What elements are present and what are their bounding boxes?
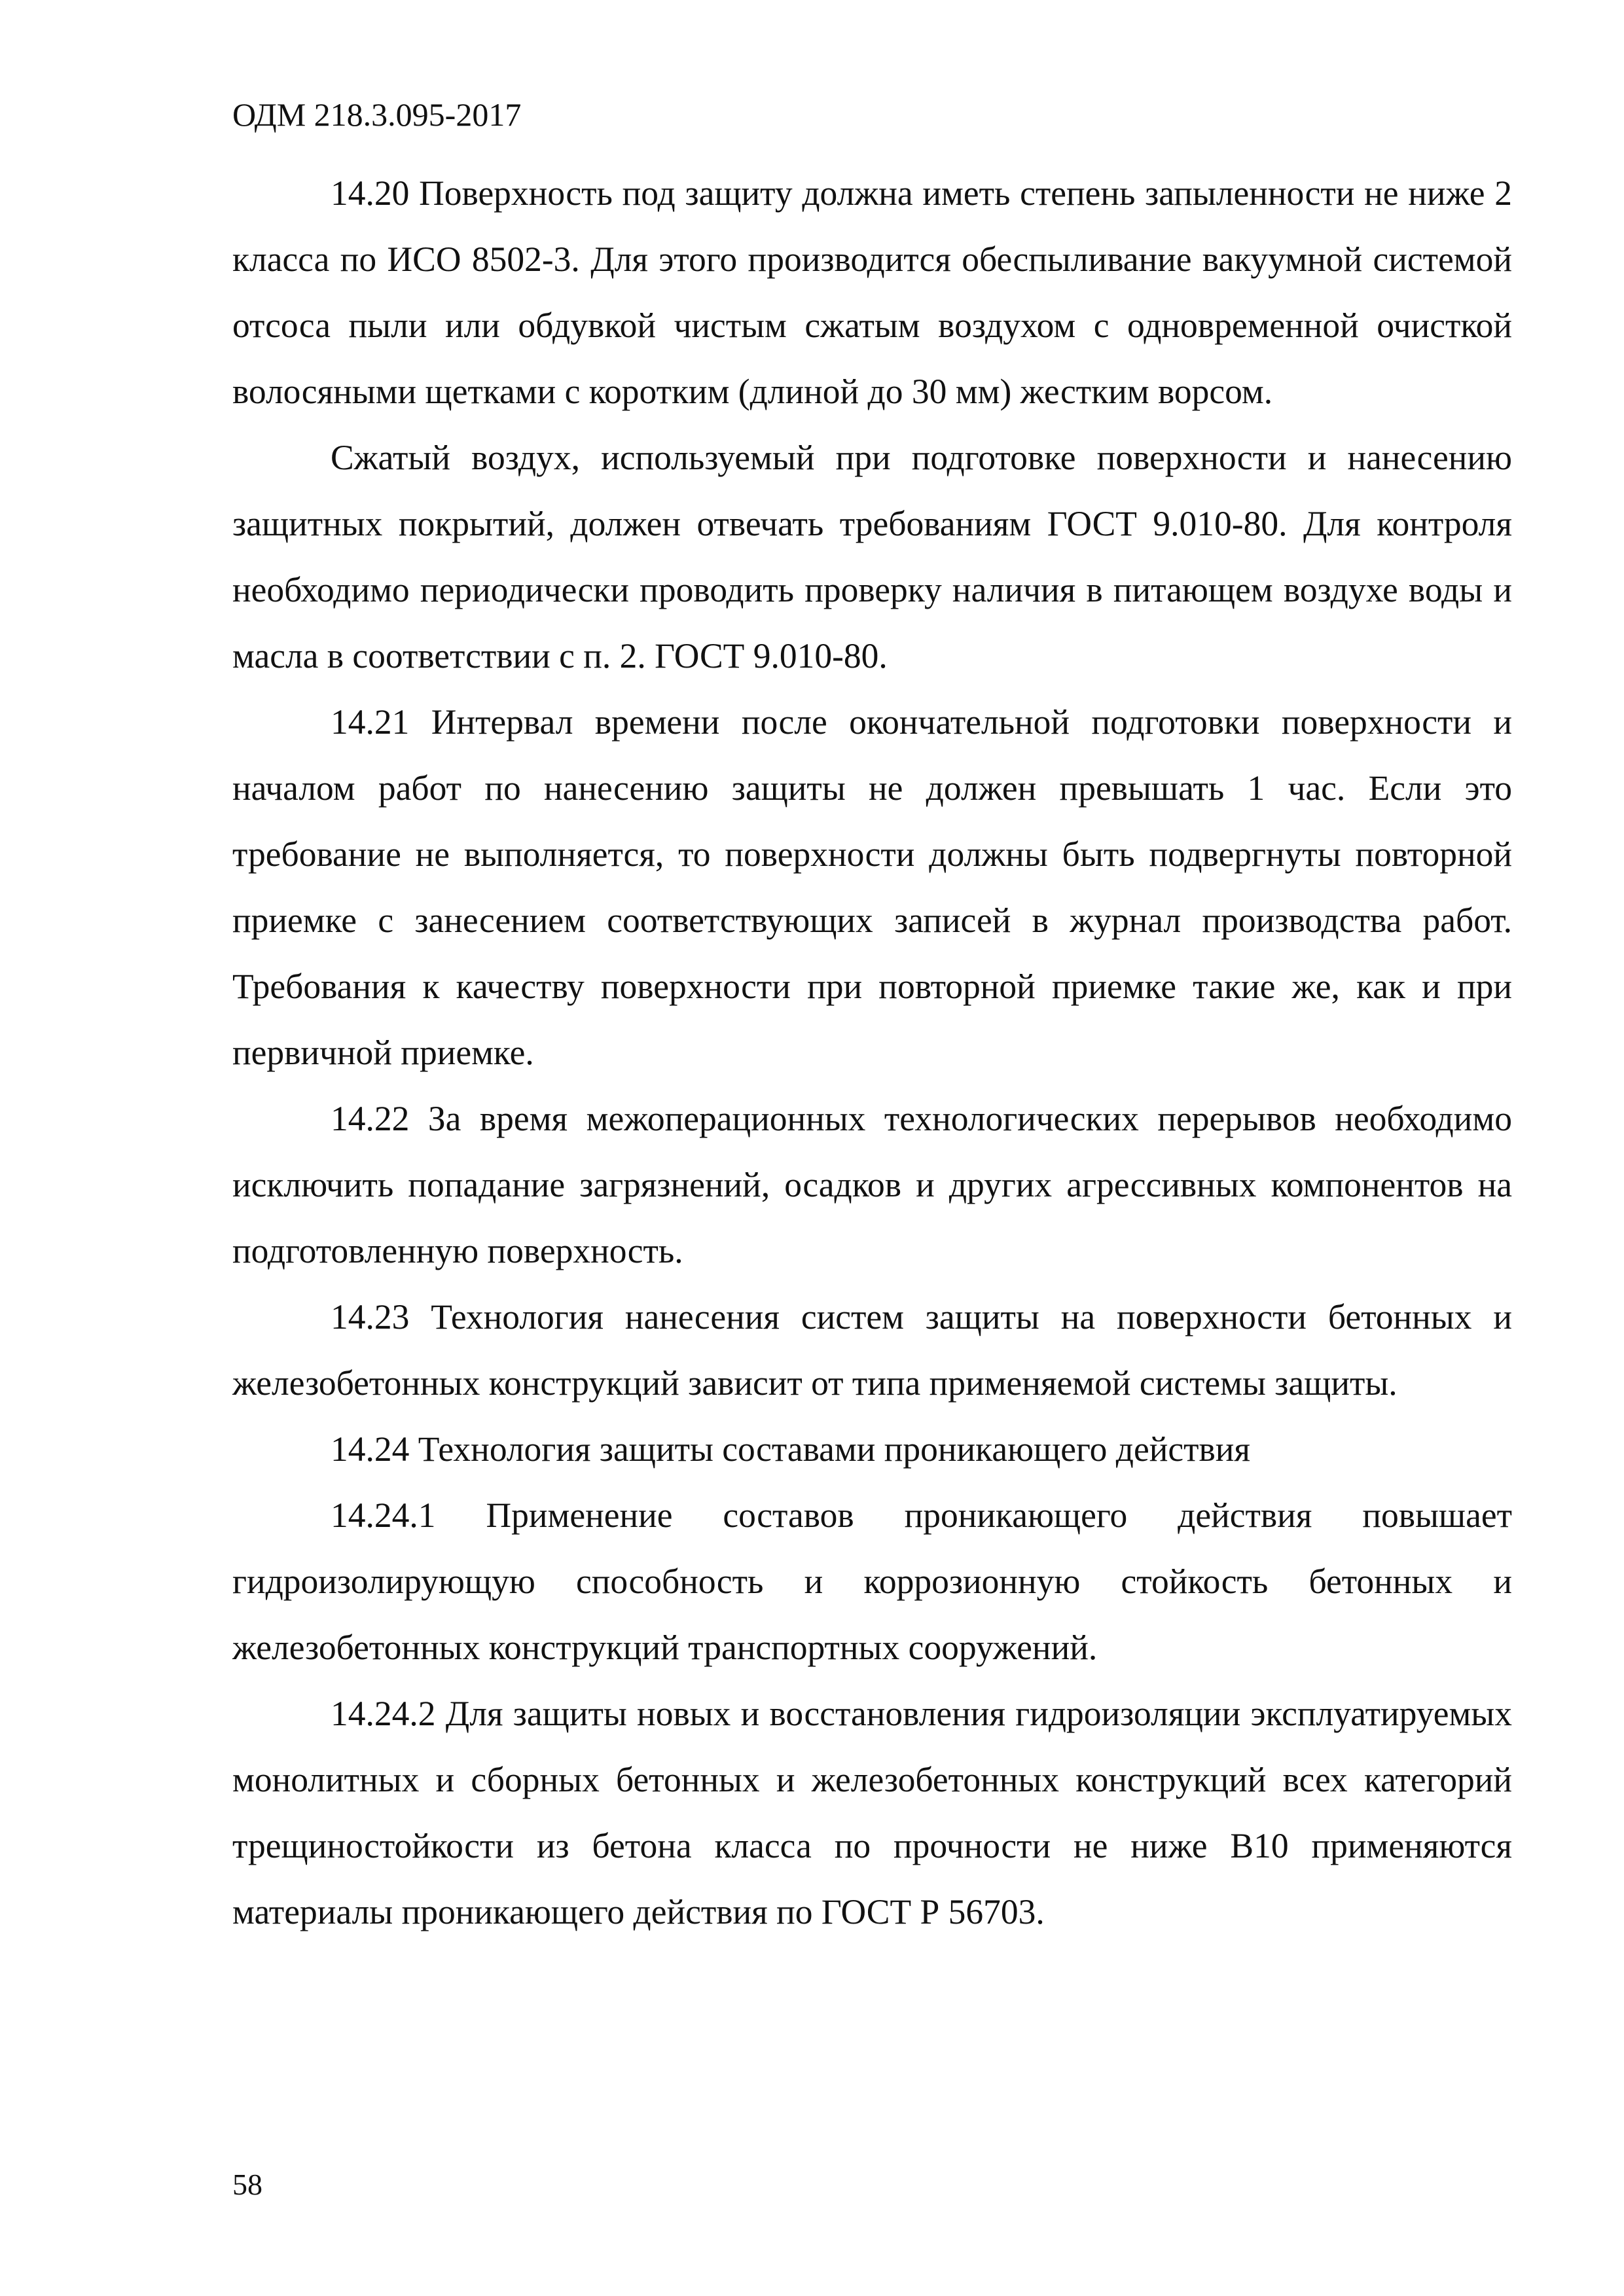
page-number: 58 <box>232 2168 262 2201</box>
paragraph-14-20: 14.20 Поверхность под защиту должна иметь степень запыленности не ниже 2 класса по ИСО 8502-3. Для этого производится обеспыливание вакуумной системой отсоса пыли или обдувкой чистым сжатым воздухом с одновременной очисткой волосяными щетками с коротким (длиной до 30 мм) жестким ворсом. <box>232 173 1512 411</box>
paragraph-14-24-1: 14.24.1 Применение составов проникающего действия повышает гидроизолирующую способность и коррозионную стойкость бетонных и железобетонных конструкций транспортных сооружений. <box>232 1496 1512 1667</box>
paragraph-14-24-2: 14.24.2 Для защиты новых и восстановления гидроизоляции эксплуатируемых монолитных и сборных бетонных и железобетонных конструкций всех категорий трещиностойкости из бетона класса по прочности не ниже В10 применяются материалы проникающего действия по ГОСТ Р 56703. <box>232 1694 1512 1931</box>
paragraph-14-22: 14.22 За время межоперационных технологических перерывов необходимо исключить попадание загрязнений, осадков и других агрессивных компонентов на подготовленную поверхность. <box>232 1099 1512 1270</box>
document-code-header: ОДМ 218.3.095-2017 <box>232 96 522 133</box>
paragraph-compressed-air: Сжатый воздух, используемый при подготовке поверхности и нанесению защитных покрытий, должен отвечать требованиям ГОСТ 9.010-80. Для контроля необходимо периодически проводить проверку наличия в питающем воздухе воды и масла в соответствии с п. 2. ГОСТ 9.010-80. <box>232 438 1512 675</box>
paragraph-14-21: 14.21 Интервал времени после окончательной подготовки поверхности и началом работ по нанесению защиты не должен превышать 1 час. Если это требование не выполняется, то поверхности должны быть подвергнуты повторной приемке с занесением соответствующих записей в журнал производства работ. Требования к качеству поверхности при повторной приемке такие же, как и при первичной приемке. <box>232 702 1512 1072</box>
paragraph-14-24: 14.24 Технология защиты составами проникающего действия <box>331 1429 1250 1469</box>
document-body <box>232 160 1512 1945</box>
paragraph-14-23: 14.23 Технология нанесения систем защиты на поверхности бетонных и железобетонных конструкций зависит от типа применяемой системы защиты. <box>232 1297 1512 1403</box>
